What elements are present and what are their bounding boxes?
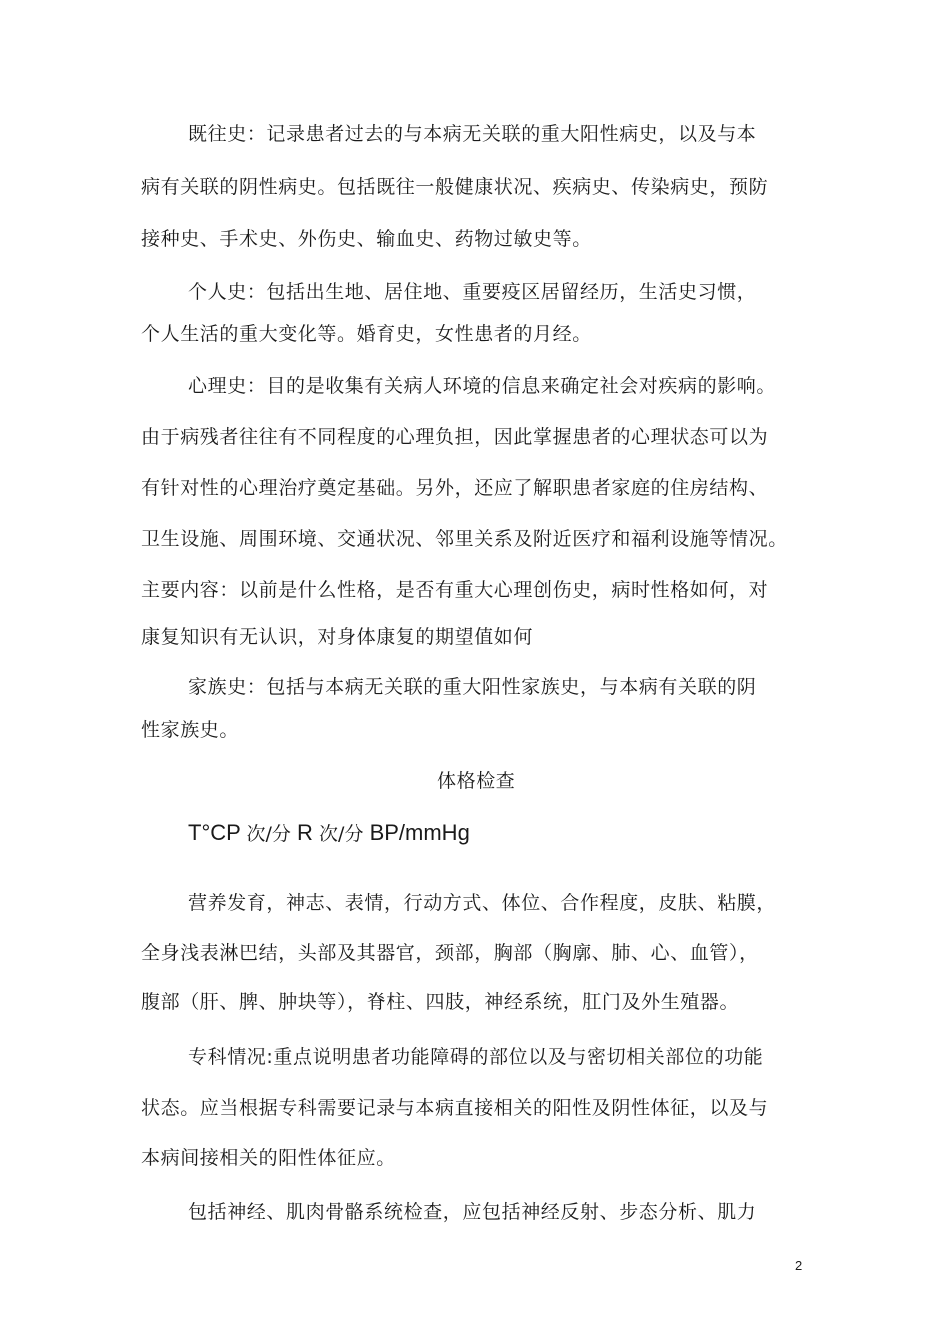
psych-history-line-6: 康复知识有无认识，对身体康复的期望值如何: [141, 626, 534, 648]
exam-general-line-1: 营养发育，神志、表情，行动方式、体位、合作程度，皮肤、粘膜，: [188, 892, 777, 914]
vitals-line: [188, 820, 470, 847]
page-number: 2: [795, 1258, 803, 1273]
exam-includes-line-1: 包括神经、肌肉骨骼系统检查，应包括神经反射、步态分析、肌力: [188, 1201, 757, 1223]
exam-general-line-3: 腹部（肝、脾、肿块等），脊柱、四肢，神经系统，肛门及外生殖器。: [141, 991, 740, 1013]
past-history-line-1: 既往史：记录患者过去的与本病无关联的重大阳性病史，以及与本: [188, 123, 757, 145]
exam-specialty-line-3: 本病间接相关的阳性体征应。: [141, 1147, 396, 1169]
vitals-unit-1: 次/分: [246, 823, 291, 845]
past-history-line-2: 病有关联的阴性病史。包括既往一般健康状况、疾病史、传染病史，预防: [141, 176, 769, 198]
family-history-line-2: 性家族史。: [141, 719, 240, 741]
psych-history-line-4: 卫生设施、周围环境、交通状况、邻里关系及附近医疗和福利设施等情况。: [141, 528, 788, 550]
exam-general-line-2: 全身浅表淋巴结，头部及其器官，颈部，胸部（胸廓、肺、心、血管），: [141, 942, 759, 964]
personal-history-line-2: 个人生活的重大变化等。婚育史，女性患者的月经。: [141, 323, 592, 345]
personal-history-line-1: 个人史：包括出生地、居住地、重要疫区居留经历，生活史习惯，: [188, 281, 757, 303]
vitals-resp: R: [290, 820, 320, 845]
vitals-unit-2: 次/分: [319, 823, 364, 845]
family-history-line-1: 家族史：包括与本病无关联的重大阳性家族史，与本病有关联的阴: [188, 676, 757, 698]
psych-history-line-2: 由于病残者往往有不同程度的心理负担，因此掌握患者的心理状态可以为: [141, 426, 769, 448]
exam-specialty-line-2: 状态。应当根据专科需要记录与本病直接相关的阳性及阴性体征，以及与: [141, 1097, 769, 1119]
psych-history-line-1: 心理史：目的是收集有关病人环境的信息来确定社会对疾病的影响。: [188, 375, 777, 397]
psych-history-line-5: 主要内容：以前是什么性格，是否有重大心理创伤史，病时性格如何，对: [141, 579, 769, 601]
section-heading: 体格检查: [437, 770, 516, 792]
vitals-temp-pulse: T°CP: [188, 820, 247, 845]
past-history-line-3: 接种史、手术史、外伤史、输血史、药物过敏史等。: [141, 228, 592, 250]
vitals-bp: BP/mmHg: [363, 820, 470, 845]
psych-history-line-3: 有针对性的心理治疗奠定基础。另外，还应了解职患者家庭的住房结构、: [141, 477, 769, 499]
exam-specialty-line-1: 专科情况:重点说明患者功能障碍的部位以及与密切相关部位的功能: [188, 1046, 764, 1068]
